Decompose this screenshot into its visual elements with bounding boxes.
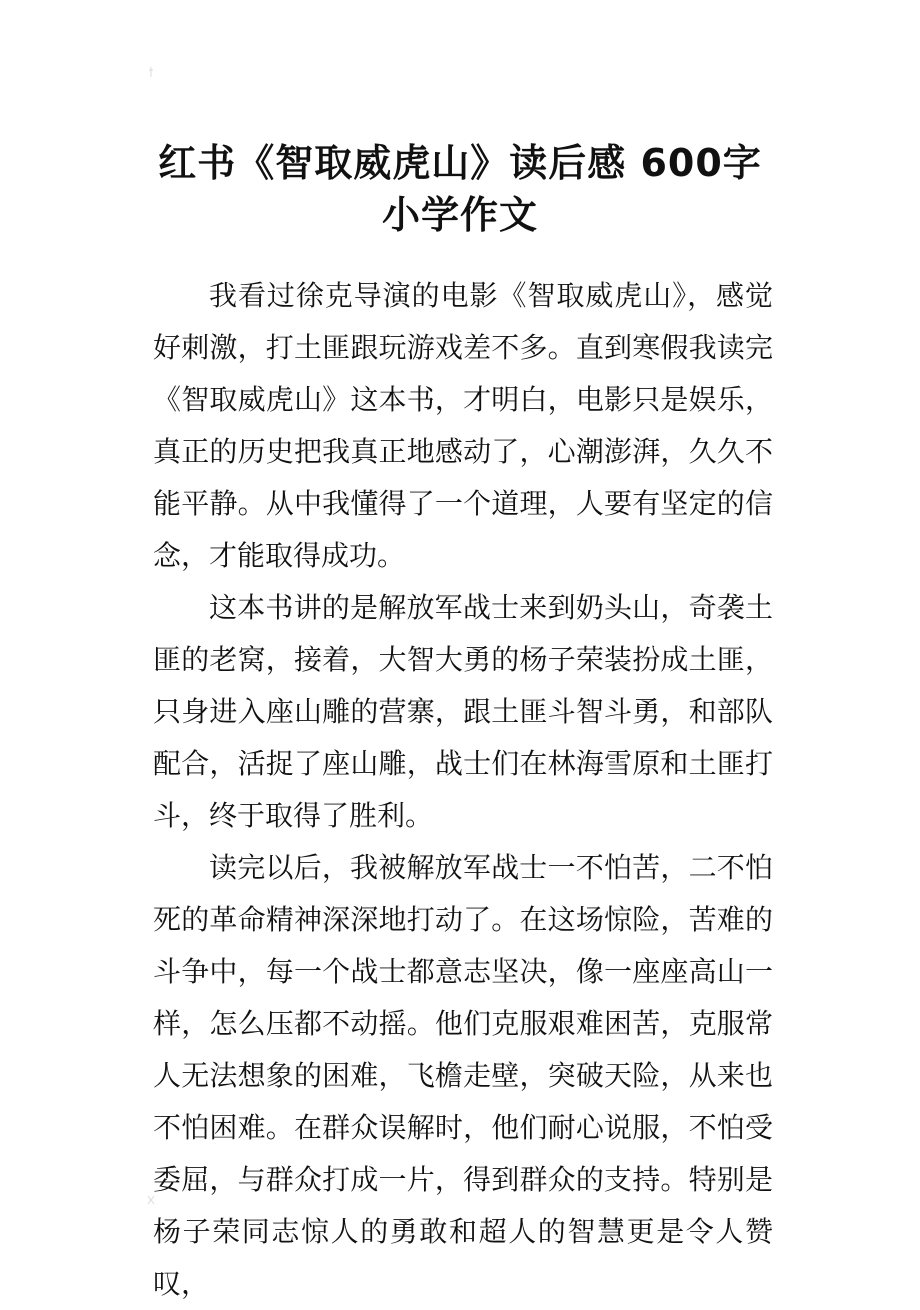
- paragraph-1: 我看过徐克导演的电影《智取威虎山》，感觉好刺激，打土匪跟玩游戏差不多。直到寒假我读完《智取威虎山》这本书，才明白，电影只是娱乐，真正的历史把我真正地感动了，心潮澎湃，久久不能平静。从中我懂得了一个道理，人要有坚定的信念，才能取得成功。: [153, 279, 773, 572]
- document-body: [153, 270, 773, 1310]
- scan-mark-icon: [146, 1194, 156, 1206]
- document-title: 红书《智取威虎山》读后感 600字小学作文: [158, 141, 762, 238]
- scan-mark-icon: [146, 66, 156, 78]
- paragraph-2: 这本书讲的是解放军战士来到奶头山，奇袭土匪的老窝，接着，大智大勇的杨子荣装扮成土匪，只身进入座山雕的营寨，跟土匪斗智斗勇，和部队配合，活捉了座山雕，战士们在林海雪原和土匪打斗，终于取得了胜利。: [153, 591, 773, 832]
- paragraph-3: 读完以后，我被解放军战士一不怕苦，二不怕死的革命精神深深地打动了。在这场惊险，苦难的斗争中，每一个战士都意志坚决，像一座座高山一样，怎么压都不动摇。他们克服艰难困苦，克服常人无法想象的困难，飞檐走壁，突破天险，从来也不怕困难。在群众误解时，他们耐心说服，不怕受委屈，与群众打成一片，得到群众的支持。特别是杨子荣同志惊人的勇敢和超人的智慧更是令人赞叹，: [153, 851, 773, 1300]
